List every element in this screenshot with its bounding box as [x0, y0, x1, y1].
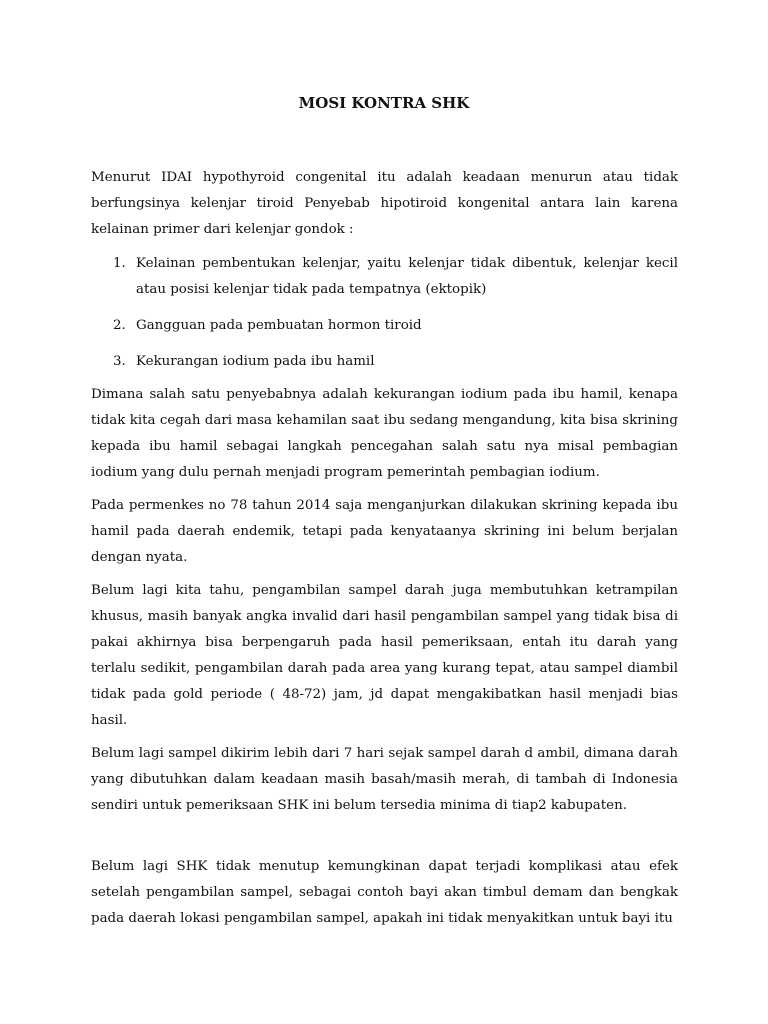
list-item-text: Gangguan pada pembuatan hormon tiroid [136, 318, 422, 333]
causes-list [91, 251, 678, 375]
paragraph-spacer [91, 826, 678, 854]
body-paragraph: Dimana salah satu penyebabnya adalah kekurangan iodium pada ibu hamil, kenapa tidak kita cegah dari masa kehamilan saat ibu sedang mengandung, kita bisa skrining kepada ibu hamil sebagai langkah pencegahan salah satu nya misal pembagian iodium yang dulu pernah menjadi program pemerintah pembagian iodium. [91, 387, 678, 480]
list-item [91, 313, 678, 339]
body-paragraph: Belum lagi sampel dikirim lebih dari 7 hari sejak sampel darah d ambil, dimana darah yang dibutuhkan dalam keadaan masih basah/masih merah, di tambah di Indonesia sendiri untuk pemeriksaan SHK ini belum tersedia minima di tiap2 kabupaten. [91, 746, 678, 813]
document-body [91, 165, 678, 939]
list-item-number: 3. [113, 354, 126, 369]
list-item-text: Kelainan pembentukan kelenjar, yaitu kelenjar tidak dibentuk, kelenjar kecil atau posisi kelenjar tidak pada tempatnya (ektopik) [136, 256, 678, 297]
list-item-number: 2. [113, 318, 126, 333]
body-paragraph: Belum lagi kita tahu, pengambilan sampel darah juga membutuhkan ketrampilan khusus, masih banyak angka invalid dari hasil pengambilan sampel yang tidak bisa di pakai akhirnya bisa berpengaruh pada hasil pemeriksaan, entah itu darah yang terlalu sedikit, pengambilan darah pada area yang kurang tepat, atau sampel diambil tidak pada gold periode ( 48-72) jam, jd dapat mengakibatkan hasil menjadi bias hasil. [91, 583, 678, 728]
body-paragraph: Belum lagi SHK tidak menutup kemungkinan dapat terjadi komplikasi atau efek setelah pengambilan sampel, sebagai contoh bayi akan timbul demam dan bengkak pada daerah lokasi pengambilan sampel, apakah ini tidak menyakitkan untuk bayi itu [91, 859, 678, 926]
list-item [91, 251, 678, 303]
list-item-text: Kekurangan iodium pada ibu hamil [136, 354, 375, 369]
list-item-number: 1. [113, 256, 126, 271]
body-paragraph: Pada permenkes no 78 tahun 2014 saja menganjurkan dilakukan skrining kepada ibu hamil pada daerah endemik, tetapi pada kenyataanya skrining ini belum berjalan dengan nyata. [91, 498, 678, 565]
intro-paragraph: Menurut IDAI hypothyroid congenital itu adalah keadaan menurun atau tidak berfungsinya kelenjar tiroid Penyebab hipotiroid kongenital antara lain karena kelainan primer dari kelenjar gondok : [91, 170, 678, 237]
list-item [91, 349, 678, 375]
document-title: MOSI KONTRA SHK [298, 94, 470, 112]
